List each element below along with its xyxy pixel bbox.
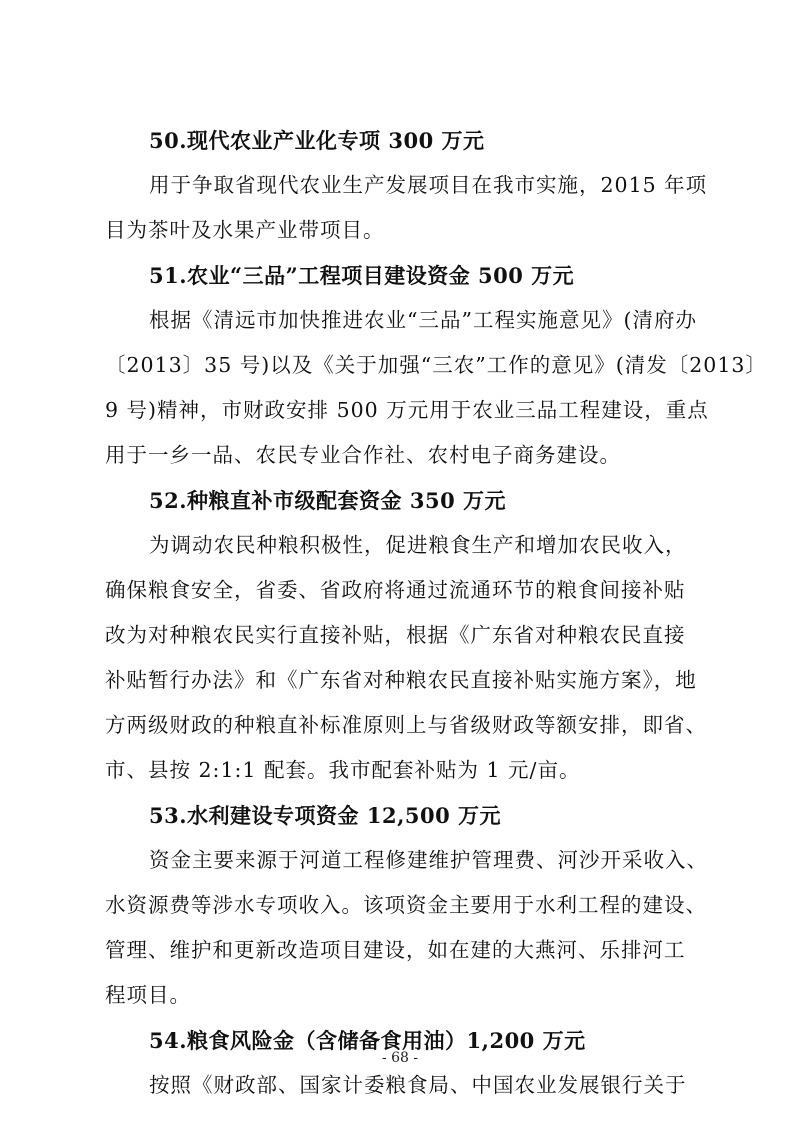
section-51 — [105, 253, 767, 478]
paragraph-line: 9 号)精神，市财政安排 500 万元用于农业三品工程建设，重点 — [105, 398, 709, 422]
paragraph-line: 补贴暂行办法》和《广东省对种粮农民直接补贴实施方案》，地 — [105, 668, 697, 692]
paragraph-line: 用于争取省现代农业生产发展项目在我市实施，2015 年项 — [149, 173, 708, 197]
section-50 — [105, 118, 708, 253]
paragraph-line: 确保粮食安全，省委、省政府将通过流通环节的粮食间接补贴 — [105, 578, 686, 602]
section-53 — [105, 793, 708, 1018]
paragraph-line: 管理、维护和更新改造项目建设，如在建的大燕河、乐排河工 — [105, 938, 686, 962]
section-heading: 51.农业“三品”工程项目建设资金 500 万元 — [149, 263, 575, 288]
paragraph-line: 〔2013〕35 号)以及《关于加强“三农”工作的意见》(清发〔2013〕 — [105, 353, 767, 377]
paragraph-line: 按照《财政部、国家计委粮食局、中国农业发展银行关于 — [149, 1073, 687, 1097]
paragraph-line: 水资源费等涉水专项收入。该项资金主要用于水利工程的建设、 — [105, 893, 707, 917]
paragraph-line: 为调动农民种粮积极性，促进粮食生产和增加农民收入， — [149, 533, 687, 557]
section-heading: 52.种粮直补市级配套资金 350 万元 — [149, 488, 506, 513]
section-heading: 50.现代农业产业化专项 300 万元 — [149, 128, 485, 153]
page-number: - 68 - — [381, 1050, 419, 1066]
paragraph-line: 改为对种粮农民实行直接补贴，根据《广东省对种粮农民直接 — [105, 623, 686, 647]
paragraph-line: 资金主要来源于河道工程修建维护管理费、河沙开采收入、 — [149, 848, 708, 872]
section-52 — [105, 478, 707, 793]
paragraph-line: 程项目。 — [105, 983, 191, 1007]
paragraph-line: 根据《清远市加快推进农业“三品”工程实施意见》(清府办 — [149, 308, 697, 332]
section-heading: 54.粮食风险金（含储备食用油）1,200 万元 — [149, 1028, 586, 1053]
section-heading: 53.水利建设专项资金 12,500 万元 — [149, 803, 502, 828]
paragraph-line: 用于一乡一品、农民专业合作社、农村电子商务建设。 — [105, 443, 621, 467]
paragraph-line: 方两级财政的种粮直补标准原则上与省级财政等额安排，即省、 — [105, 713, 707, 737]
paragraph-line: 目为茶叶及水果产业带项目。 — [105, 218, 385, 242]
paragraph-line: 市、县按 2:1:1 配套。我市配套补贴为 1 元/亩。 — [105, 758, 581, 782]
